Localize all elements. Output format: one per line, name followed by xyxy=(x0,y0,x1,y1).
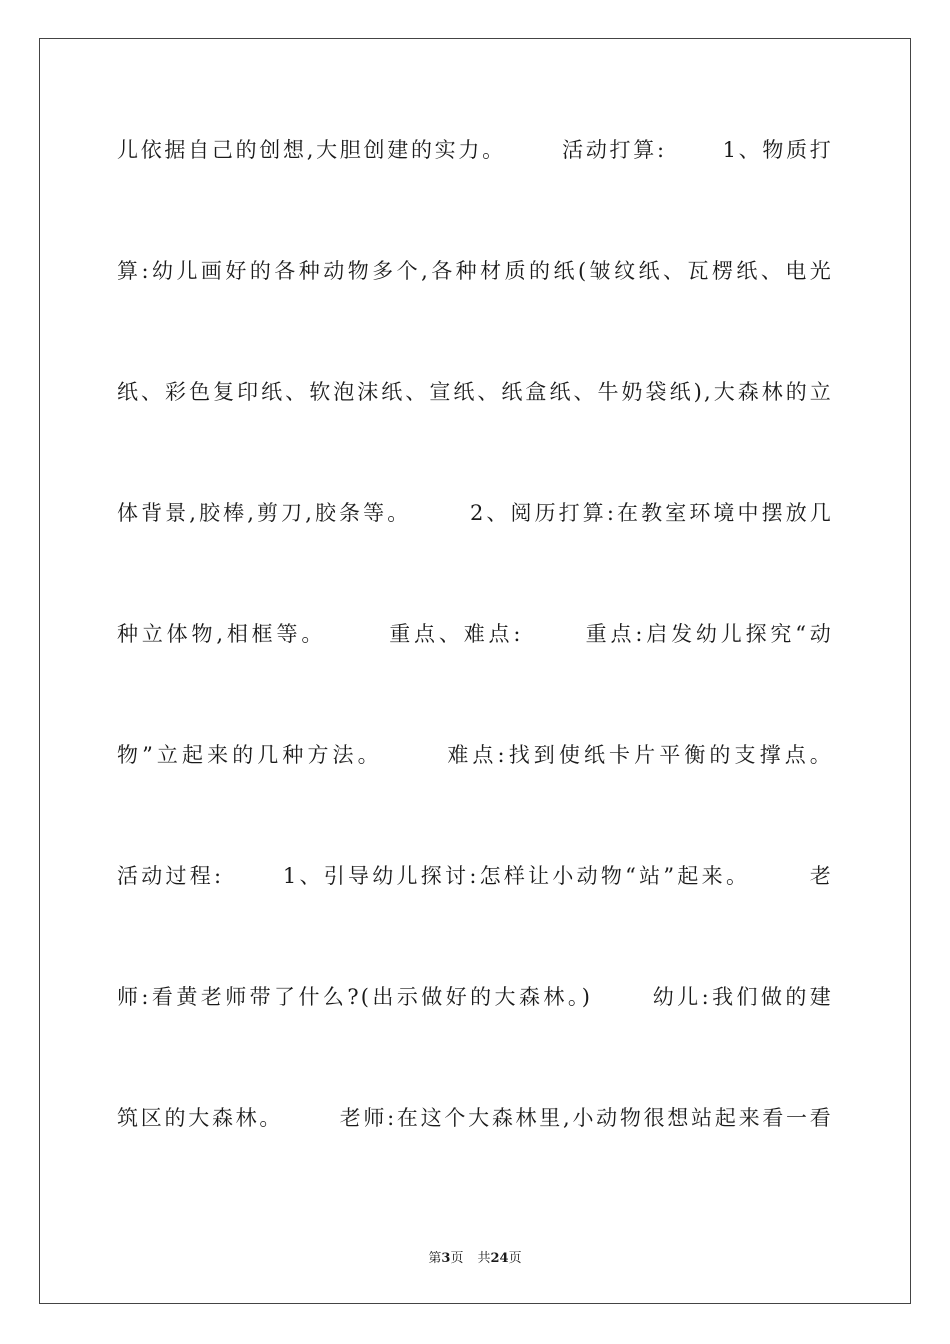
page-number: 3 xyxy=(441,1251,451,1266)
page-suffix: 页 xyxy=(450,1251,464,1266)
page-prefix: 第 xyxy=(428,1251,442,1266)
text-line: 物”立起来的几种方法。 难点:找到使纸卡片平衡的支撑点。 xyxy=(117,743,833,767)
text-line: 纸、彩色复印纸、软泡沫纸、宣纸、纸盒纸、牛奶袋纸),大森林的立 xyxy=(117,380,833,404)
text-line: 活动过程: 1、引导幼儿探讨:怎样让小动物“站”起来。 老 xyxy=(117,864,833,888)
text-line: 师:看黄老师带了什么?(出示做好的大森林。) 幼儿:我们做的建 xyxy=(117,985,833,1009)
total-prefix: 共 xyxy=(477,1251,491,1266)
text-line: 算:幼儿画好的各种动物多个,各种材质的纸(皱纹纸、瓦楞纸、电光 xyxy=(117,259,833,283)
text-line: 筑区的大森林。 老师:在这个大森林里,小动物很想站起来看一看 xyxy=(117,1106,833,1130)
text-line: 体背景,胶棒,剪刀,胶条等。 2、阅历打算:在教室环境中摆放几 xyxy=(117,501,833,525)
total-suffix: 页 xyxy=(508,1251,522,1266)
page-footer xyxy=(0,1247,950,1266)
document-body xyxy=(117,124,833,1213)
text-line: 儿依据自己的创想,大胆创建的实力。 活动打算: 1、物质打 xyxy=(117,138,833,162)
text-line: 种立体物,相框等。 重点、难点: 重点:启发幼儿探究“动 xyxy=(117,622,833,646)
total-pages: 24 xyxy=(490,1251,509,1266)
